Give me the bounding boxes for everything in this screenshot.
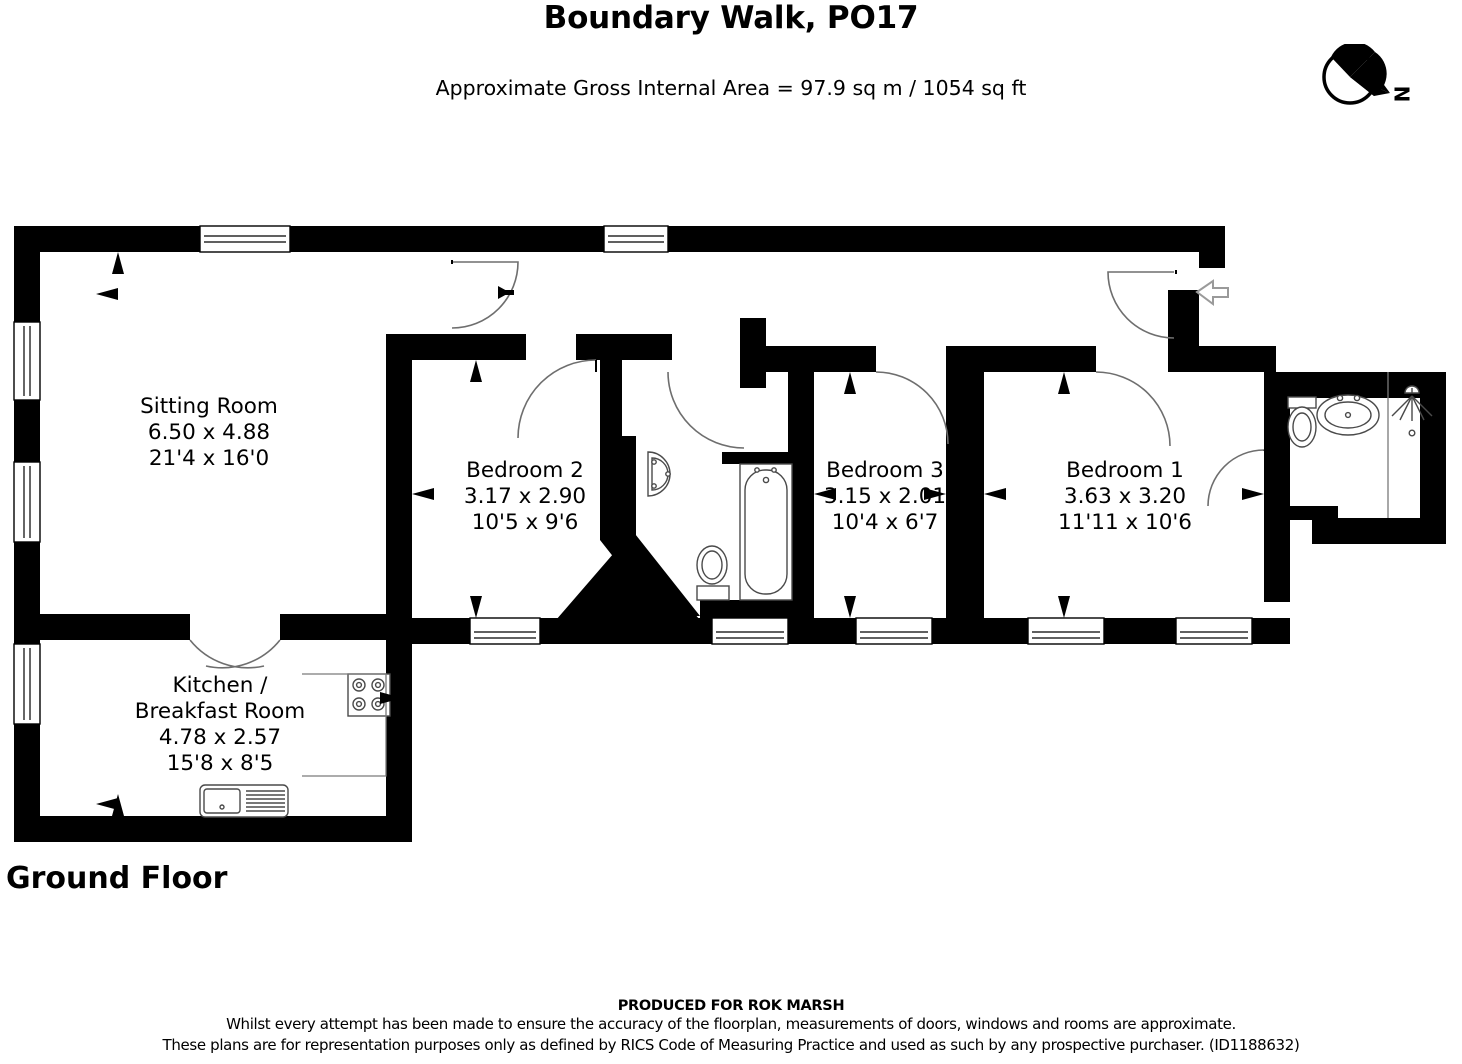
room-name-line2: Breakfast Room [134,699,306,724]
room-label-sitting-room [54,394,364,472]
page-title: Boundary Walk, PO17 [543,0,919,36]
disclaimer-line-2: These plans are for representation purposes only as defined by RICS Code of Measuring Practice and used as such by any prospective purchaser. (ID1188632) [162,1036,1300,1054]
room-name: Kitchen / [172,673,268,698]
produced-for-text: PRODUCED FOR ROK MARSH [617,998,845,1014]
footer [0,998,1462,1056]
disclaimer-line-1: Whilst every attempt has been made to ensure the accuracy of the floorplan, measurements of doors, windows and rooms are approximate. [226,1015,1236,1033]
entrance-arrow-icon [1197,281,1228,304]
window [14,644,40,724]
room-label-bedroom-3 [760,458,1010,536]
room-imperial-dims: 11'11 x 10'6 [1058,510,1192,535]
room-name: Bedroom 1 [1066,458,1184,483]
window [14,462,40,542]
room-name: Bedroom 2 [466,458,584,483]
toilet-icon [697,546,729,600]
room-label-kitchen-breakfast-room [85,673,355,777]
window [200,226,290,252]
room-label-bedroom-2 [400,458,650,536]
room-metric-dims: 4.78 x 2.57 [158,725,282,750]
kitchen-sink-icon [200,785,288,817]
floor-label: Ground Floor [6,861,228,896]
ensuite-toilet-icon [1288,397,1316,447]
window [604,226,668,252]
window [856,618,932,644]
room-imperial-dims: 10'5 x 9'6 [471,510,579,535]
window [14,322,40,400]
room-name: Bedroom 3 [826,458,944,483]
window [1176,618,1252,644]
room-metric-dims: 3.63 x 3.20 [1063,484,1187,509]
room-imperial-dims: 15'8 x 8'5 [166,751,274,776]
fixtures [200,372,1432,817]
ensuite-basin-icon [1317,395,1379,435]
room-metric-dims: 6.50 x 4.88 [147,420,271,445]
gross-internal-area-text: Approximate Gross Internal Area = 97.9 sq m / 1054 sq ft [435,76,1027,100]
window [712,618,788,644]
window [1028,618,1104,644]
room-imperial-dims: 21'4 x 16'0 [148,446,270,471]
room-label-bedroom-1 [1000,458,1250,536]
door-leaves [452,260,1176,274]
room-imperial-dims: 10'4 x 6'7 [831,510,939,535]
room-name: Sitting Room [140,394,278,419]
bathroom-basin-icon [648,452,670,496]
compass-label: N [1389,85,1414,103]
room-metric-dims: 3.17 x 2.90 [463,484,587,509]
room-metric-dims: 3.15 x 2.01 [823,484,947,509]
window [470,618,540,644]
